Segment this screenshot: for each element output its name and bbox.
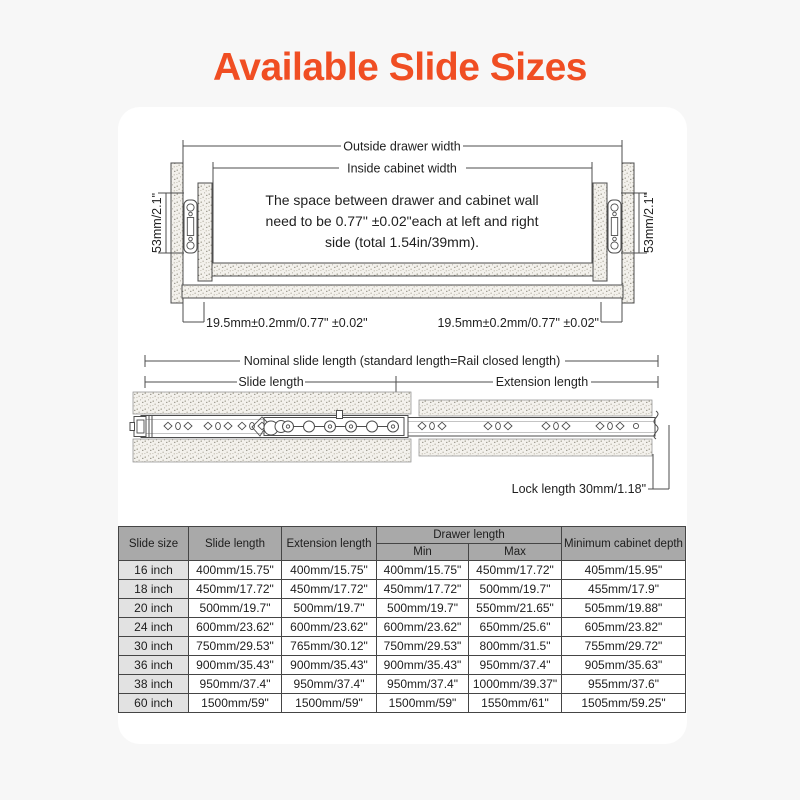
inside-cabinet-width-label: Inside cabinet width <box>347 161 457 176</box>
table-cell: 1505mm/59.25" <box>562 694 686 713</box>
table-row <box>119 561 686 580</box>
header-row-1 <box>119 527 686 544</box>
lock-length-label: Lock length 30mm/1.18" <box>511 482 646 496</box>
table-cell: 605mm/23.82" <box>562 618 686 637</box>
table-cell: 550mm/21.65" <box>469 599 562 618</box>
note-line-1: The space between drawer and cabinet wall <box>265 192 539 208</box>
table-row <box>119 694 686 713</box>
table-cell: 450mm/17.72" <box>377 580 469 599</box>
header-extension-length: Extension length <box>282 527 377 561</box>
note-line-3: side (total 1.54in/39mm). <box>324 234 480 250</box>
table-cell: 400mm/15.75" <box>189 561 282 580</box>
table-cell: 765mm/30.12" <box>282 637 377 656</box>
header-drawer-max: Max <box>469 544 562 561</box>
table-cell: 600mm/23.62" <box>189 618 282 637</box>
table-row <box>119 580 686 599</box>
table-cell: 1550mm/61" <box>469 694 562 713</box>
table-cell: 1500mm/59" <box>377 694 469 713</box>
clearance-label-left: 19.5mm±0.2mm/0.77" ±0.02" <box>206 316 368 330</box>
table-cell: 505mm/19.88" <box>562 599 686 618</box>
header-drawer-min: Min <box>377 544 469 561</box>
row-label: 24 inch <box>119 618 189 637</box>
table-cell: 500mm/19.7" <box>189 599 282 618</box>
table-cell: 1500mm/59" <box>189 694 282 713</box>
table-row <box>119 656 686 675</box>
row-label: 18 inch <box>119 580 189 599</box>
row-label: 38 inch <box>119 675 189 694</box>
table-cell: 500mm/19.7" <box>469 580 562 599</box>
table-cell: 800mm/31.5" <box>469 637 562 656</box>
table-cell: 900mm/35.43" <box>189 656 282 675</box>
extension-length-label: Extension length <box>495 375 589 389</box>
table-cell: 955mm/37.6" <box>562 675 686 694</box>
table-cell: 450mm/17.72" <box>282 580 377 599</box>
table-cell: 950mm/37.4" <box>377 675 469 694</box>
row-label: 60 inch <box>119 694 189 713</box>
table-row <box>119 675 686 694</box>
table-cell: 650mm/25.6" <box>469 618 562 637</box>
table-cell: 450mm/17.72" <box>189 580 282 599</box>
clearance-note <box>265 192 538 250</box>
slide-cross-section-left <box>184 200 197 253</box>
slide-length-diagram <box>118 347 687 509</box>
note-line-2: need to be 0.77" ±0.02"each at left and right <box>265 213 539 229</box>
header-slide-length: Slide length <box>189 527 282 561</box>
row-label: 30 inch <box>119 637 189 656</box>
table-row <box>119 637 686 656</box>
table-cell: 900mm/35.43" <box>377 656 469 675</box>
dimension-clearance-right <box>437 302 622 330</box>
table-cell: 750mm/29.53" <box>189 637 282 656</box>
slide-height-label-left: 53mm/2.1" <box>150 192 164 254</box>
table-cell: 1500mm/59" <box>282 694 377 713</box>
cabinet-walls <box>171 163 634 303</box>
table-cell: 400mm/15.75" <box>282 561 377 580</box>
table-cell: 1000mm/39.37" <box>469 675 562 694</box>
dimension-outside-drawer-width <box>183 139 622 163</box>
table-cell: 600mm/23.62" <box>282 618 377 637</box>
table-cell: 455mm/17.9" <box>562 580 686 599</box>
table-row <box>119 599 686 618</box>
table-cell: 950mm/37.4" <box>189 675 282 694</box>
dimension-clearance-left <box>183 302 368 330</box>
outside-drawer-width-label: Outside drawer width <box>343 139 461 154</box>
header-slide-size: Slide size <box>119 527 189 561</box>
table-cell: 950mm/37.4" <box>282 675 377 694</box>
row-label: 16 inch <box>119 561 189 580</box>
table-cell: 500mm/19.7" <box>377 599 469 618</box>
table-cell: 450mm/17.72" <box>469 561 562 580</box>
header-drawer-length: Drawer length <box>377 527 562 544</box>
drawer-width-diagram <box>118 130 687 345</box>
table-cell: 500mm/19.7" <box>282 599 377 618</box>
slide-length-label: Slide length <box>238 375 304 389</box>
page-title: Available Slide Sizes <box>213 46 587 89</box>
table-cell: 600mm/23.62" <box>377 618 469 637</box>
table-cell: 750mm/29.53" <box>377 637 469 656</box>
slide-height-label-right: 53mm/2.1" <box>642 192 656 254</box>
table-cell: 405mm/15.95" <box>562 561 686 580</box>
dimension-nominal-length <box>145 354 658 368</box>
table-cell: 755mm/29.72" <box>562 637 686 656</box>
table-cell: 400mm/15.75" <box>377 561 469 580</box>
nominal-length-label: Nominal slide length (standard length=Rail closed length) <box>243 354 561 368</box>
slide-size-table <box>118 526 686 713</box>
row-label: 36 inch <box>119 656 189 675</box>
clearance-label-right: 19.5mm±0.2mm/0.77" ±0.02" <box>437 316 599 330</box>
table-cell: 905mm/35.63" <box>562 656 686 675</box>
table-cell: 900mm/35.43" <box>282 656 377 675</box>
spec-table-wrapper <box>118 526 685 713</box>
content-card <box>118 107 687 744</box>
row-label: 20 inch <box>119 599 189 618</box>
slide-cross-section-right <box>608 200 621 253</box>
header-min-cabinet-depth: Minimum cabinet depth <box>562 527 686 561</box>
table-row <box>119 618 686 637</box>
table-cell: 950mm/37.4" <box>469 656 562 675</box>
